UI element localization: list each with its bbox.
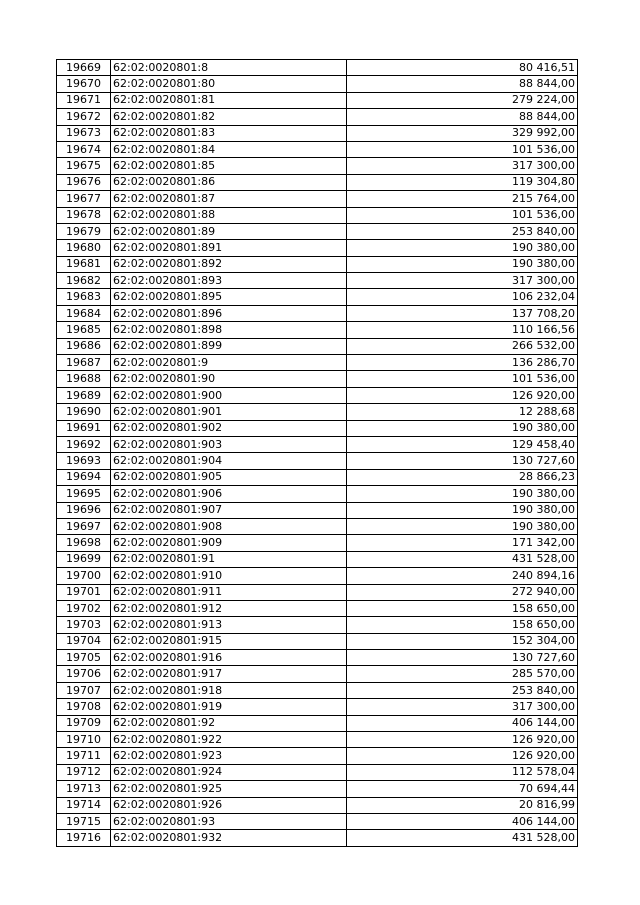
row-number-cell: 19714 — [57, 797, 111, 813]
row-number-cell: 19676 — [57, 174, 111, 190]
cadastral-number-cell: 62:02:0020801:93 — [111, 813, 347, 829]
value-cell: 190 380,00 — [347, 420, 578, 436]
cadastral-number-cell: 62:02:0020801:85 — [111, 158, 347, 174]
row-number-cell: 19689 — [57, 387, 111, 403]
table-row — [57, 207, 578, 223]
cadastral-number-cell: 62:02:0020801:92 — [111, 715, 347, 731]
table-row — [57, 355, 578, 371]
table-row — [57, 436, 578, 452]
table-row — [57, 830, 578, 846]
value-cell: 240 894,16 — [347, 568, 578, 584]
value-cell: 20 816,99 — [347, 797, 578, 813]
cadastral-number-cell: 62:02:0020801:86 — [111, 174, 347, 190]
value-cell: 88 844,00 — [347, 76, 578, 92]
table-row — [57, 650, 578, 666]
value-cell: 253 840,00 — [347, 223, 578, 239]
table-row — [57, 518, 578, 534]
value-cell: 317 300,00 — [347, 699, 578, 715]
cadastral-number-cell: 62:02:0020801:932 — [111, 830, 347, 846]
row-number-cell: 19711 — [57, 748, 111, 764]
table-row — [57, 76, 578, 92]
row-number-cell: 19693 — [57, 453, 111, 469]
cadastral-number-cell: 62:02:0020801:899 — [111, 338, 347, 354]
table-row — [57, 223, 578, 239]
cadastral-number-cell: 62:02:0020801:922 — [111, 732, 347, 748]
row-number-cell: 19690 — [57, 404, 111, 420]
cadastral-number-cell: 62:02:0020801:918 — [111, 682, 347, 698]
cadastral-number-cell: 62:02:0020801:908 — [111, 518, 347, 534]
cadastral-number-cell: 62:02:0020801:926 — [111, 797, 347, 813]
value-cell: 317 300,00 — [347, 273, 578, 289]
row-number-cell: 19700 — [57, 568, 111, 584]
row-number-cell: 19677 — [57, 191, 111, 207]
row-number-cell: 19683 — [57, 289, 111, 305]
row-number-cell: 19704 — [57, 633, 111, 649]
value-cell: 129 458,40 — [347, 436, 578, 452]
row-number-cell: 19713 — [57, 781, 111, 797]
cadastral-number-cell: 62:02:0020801:83 — [111, 125, 347, 141]
cadastral-number-cell: 62:02:0020801:82 — [111, 109, 347, 125]
value-cell: 158 650,00 — [347, 600, 578, 616]
cadastral-number-cell: 62:02:0020801:905 — [111, 469, 347, 485]
cadastral-number-cell: 62:02:0020801:900 — [111, 387, 347, 403]
cadastral-number-cell: 62:02:0020801:912 — [111, 600, 347, 616]
table-row — [57, 469, 578, 485]
table-row — [57, 764, 578, 780]
value-cell: 253 840,00 — [347, 682, 578, 698]
value-cell: 119 304,80 — [347, 174, 578, 190]
row-number-cell: 19706 — [57, 666, 111, 682]
cadastral-number-cell: 62:02:0020801:917 — [111, 666, 347, 682]
value-cell: 70 694,44 — [347, 781, 578, 797]
row-number-cell: 19699 — [57, 551, 111, 567]
row-number-cell: 19669 — [57, 60, 111, 76]
row-number-cell: 19708 — [57, 699, 111, 715]
table-row — [57, 600, 578, 616]
row-number-cell: 19670 — [57, 76, 111, 92]
row-number-cell: 19673 — [57, 125, 111, 141]
table-row — [57, 453, 578, 469]
value-cell: 190 380,00 — [347, 256, 578, 272]
value-cell: 101 536,00 — [347, 371, 578, 387]
table-row — [57, 813, 578, 829]
table-row — [57, 682, 578, 698]
value-cell: 266 532,00 — [347, 338, 578, 354]
table-row — [57, 322, 578, 338]
value-cell: 88 844,00 — [347, 109, 578, 125]
table-row — [57, 289, 578, 305]
table-row — [57, 305, 578, 321]
table-row — [57, 141, 578, 157]
row-number-cell: 19710 — [57, 732, 111, 748]
table-row — [57, 109, 578, 125]
value-cell: 101 536,00 — [347, 141, 578, 157]
table-row — [57, 420, 578, 436]
cadastral-number-cell: 62:02:0020801:924 — [111, 764, 347, 780]
cadastral-number-cell: 62:02:0020801:902 — [111, 420, 347, 436]
table-row — [57, 535, 578, 551]
cadastral-number-cell: 62:02:0020801:91 — [111, 551, 347, 567]
row-number-cell: 19697 — [57, 518, 111, 534]
table-row — [57, 404, 578, 420]
table-row — [57, 387, 578, 403]
cadastral-number-cell: 62:02:0020801:88 — [111, 207, 347, 223]
value-cell: 406 144,00 — [347, 715, 578, 731]
table-row — [57, 371, 578, 387]
cadastral-number-cell: 62:02:0020801:893 — [111, 273, 347, 289]
row-number-cell: 19702 — [57, 600, 111, 616]
table-row — [57, 568, 578, 584]
row-number-cell: 19696 — [57, 502, 111, 518]
row-number-cell: 19672 — [57, 109, 111, 125]
value-cell: 190 380,00 — [347, 240, 578, 256]
table-row — [57, 158, 578, 174]
value-cell: 279 224,00 — [347, 92, 578, 108]
value-cell: 28 866,23 — [347, 469, 578, 485]
row-number-cell: 19692 — [57, 436, 111, 452]
cadastral-number-cell: 62:02:0020801:911 — [111, 584, 347, 600]
cadastral-number-cell: 62:02:0020801:906 — [111, 486, 347, 502]
cadastral-number-cell: 62:02:0020801:89 — [111, 223, 347, 239]
cadastral-number-cell: 62:02:0020801:891 — [111, 240, 347, 256]
row-number-cell: 19701 — [57, 584, 111, 600]
cadastral-number-cell: 62:02:0020801:87 — [111, 191, 347, 207]
row-number-cell: 19688 — [57, 371, 111, 387]
value-cell: 152 304,00 — [347, 633, 578, 649]
table-row — [57, 92, 578, 108]
table-row — [57, 240, 578, 256]
cadastral-number-cell: 62:02:0020801:925 — [111, 781, 347, 797]
table-row — [57, 797, 578, 813]
row-number-cell: 19712 — [57, 764, 111, 780]
table-row — [57, 748, 578, 764]
cadastral-number-cell: 62:02:0020801:903 — [111, 436, 347, 452]
row-number-cell: 19691 — [57, 420, 111, 436]
table-row — [57, 60, 578, 76]
value-cell: 136 286,70 — [347, 355, 578, 371]
table-row — [57, 273, 578, 289]
table-row — [57, 486, 578, 502]
row-number-cell: 19671 — [57, 92, 111, 108]
table-row — [57, 584, 578, 600]
value-cell: 137 708,20 — [347, 305, 578, 321]
table-row — [57, 699, 578, 715]
row-number-cell: 19684 — [57, 305, 111, 321]
cadastral-number-cell: 62:02:0020801:916 — [111, 650, 347, 666]
cadastral-number-cell: 62:02:0020801:898 — [111, 322, 347, 338]
table-row — [57, 633, 578, 649]
value-cell: 431 528,00 — [347, 830, 578, 846]
table-row — [57, 256, 578, 272]
value-cell: 112 578,04 — [347, 764, 578, 780]
value-cell: 101 536,00 — [347, 207, 578, 223]
cadastral-number-cell: 62:02:0020801:90 — [111, 371, 347, 387]
cadastral-number-cell: 62:02:0020801:8 — [111, 60, 347, 76]
row-number-cell: 19705 — [57, 650, 111, 666]
cadastral-number-cell: 62:02:0020801:923 — [111, 748, 347, 764]
table-body — [57, 60, 578, 847]
value-cell: 190 380,00 — [347, 518, 578, 534]
value-cell: 110 166,56 — [347, 322, 578, 338]
row-number-cell: 19698 — [57, 535, 111, 551]
value-cell: 106 232,04 — [347, 289, 578, 305]
cadastral-table — [56, 59, 578, 847]
value-cell: 190 380,00 — [347, 502, 578, 518]
cadastral-number-cell: 62:02:0020801:896 — [111, 305, 347, 321]
value-cell: 80 416,51 — [347, 60, 578, 76]
row-number-cell: 19674 — [57, 141, 111, 157]
row-number-cell: 19707 — [57, 682, 111, 698]
cadastral-number-cell: 62:02:0020801:80 — [111, 76, 347, 92]
table-row — [57, 666, 578, 682]
table-row — [57, 732, 578, 748]
cadastral-number-cell: 62:02:0020801:910 — [111, 568, 347, 584]
row-number-cell: 19679 — [57, 223, 111, 239]
cadastral-number-cell: 62:02:0020801:919 — [111, 699, 347, 715]
cadastral-number-cell: 62:02:0020801:915 — [111, 633, 347, 649]
row-number-cell: 19675 — [57, 158, 111, 174]
row-number-cell: 19680 — [57, 240, 111, 256]
row-number-cell: 19678 — [57, 207, 111, 223]
cadastral-number-cell: 62:02:0020801:904 — [111, 453, 347, 469]
cadastral-number-cell: 62:02:0020801:892 — [111, 256, 347, 272]
row-number-cell: 19687 — [57, 355, 111, 371]
value-cell: 126 920,00 — [347, 732, 578, 748]
value-cell: 285 570,00 — [347, 666, 578, 682]
table-row — [57, 617, 578, 633]
row-number-cell: 19695 — [57, 486, 111, 502]
row-number-cell: 19681 — [57, 256, 111, 272]
row-number-cell: 19715 — [57, 813, 111, 829]
table-row — [57, 174, 578, 190]
value-cell: 130 727,60 — [347, 650, 578, 666]
table-row — [57, 502, 578, 518]
table-row — [57, 781, 578, 797]
value-cell: 190 380,00 — [347, 486, 578, 502]
value-cell: 126 920,00 — [347, 387, 578, 403]
cadastral-number-cell: 62:02:0020801:907 — [111, 502, 347, 518]
row-number-cell: 19694 — [57, 469, 111, 485]
value-cell: 406 144,00 — [347, 813, 578, 829]
cadastral-number-cell: 62:02:0020801:901 — [111, 404, 347, 420]
value-cell: 215 764,00 — [347, 191, 578, 207]
cadastral-number-cell: 62:02:0020801:81 — [111, 92, 347, 108]
value-cell: 329 992,00 — [347, 125, 578, 141]
row-number-cell: 19686 — [57, 338, 111, 354]
value-cell: 317 300,00 — [347, 158, 578, 174]
value-cell: 171 342,00 — [347, 535, 578, 551]
table-row — [57, 338, 578, 354]
table-row — [57, 715, 578, 731]
table-row — [57, 551, 578, 567]
row-number-cell: 19703 — [57, 617, 111, 633]
value-cell: 130 727,60 — [347, 453, 578, 469]
row-number-cell: 19685 — [57, 322, 111, 338]
table-row — [57, 125, 578, 141]
row-number-cell: 19716 — [57, 830, 111, 846]
row-number-cell: 19709 — [57, 715, 111, 731]
cadastral-number-cell: 62:02:0020801:909 — [111, 535, 347, 551]
row-number-cell: 19682 — [57, 273, 111, 289]
value-cell: 272 940,00 — [347, 584, 578, 600]
cadastral-number-cell: 62:02:0020801:84 — [111, 141, 347, 157]
cadastral-number-cell: 62:02:0020801:913 — [111, 617, 347, 633]
value-cell: 126 920,00 — [347, 748, 578, 764]
value-cell: 12 288,68 — [347, 404, 578, 420]
cadastral-number-cell: 62:02:0020801:895 — [111, 289, 347, 305]
cadastral-number-cell: 62:02:0020801:9 — [111, 355, 347, 371]
table-row — [57, 191, 578, 207]
value-cell: 431 528,00 — [347, 551, 578, 567]
value-cell: 158 650,00 — [347, 617, 578, 633]
